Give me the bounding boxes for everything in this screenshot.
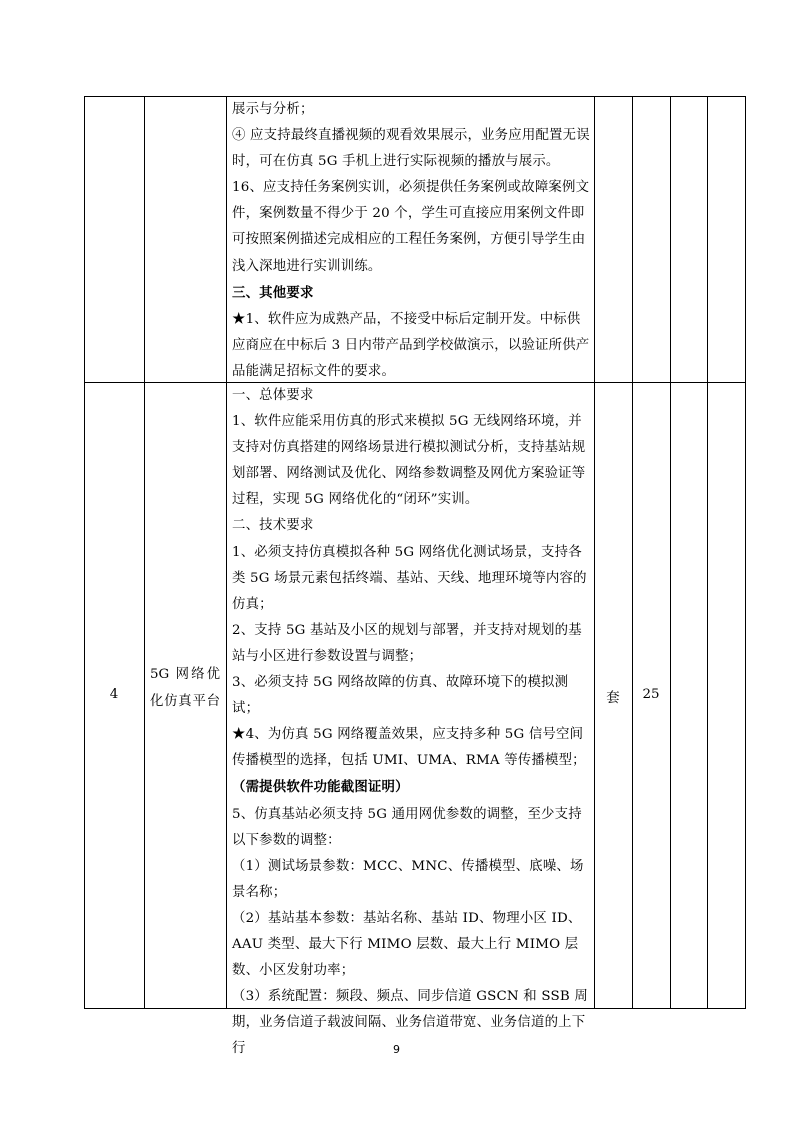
content-paragraph: [232, 802, 592, 854]
col-border-content: [594, 96, 595, 1009]
paragraph-text: （3）系统配置：频段、频点、同步信道 GSCN 和 SSB 周期，业务信道子载波间隔、业务信道带宽、业务信道的上下行: [232, 989, 588, 1057]
paragraph-text: 一、总体要求: [232, 388, 314, 403]
col-border-qty: [670, 96, 671, 1009]
content-paragraph: [232, 618, 592, 670]
paragraph-text: 三、其他要求: [232, 284, 314, 301]
content-paragraph: [232, 383, 592, 409]
content-paragraph: [232, 670, 592, 722]
item-seq: 4: [109, 687, 119, 702]
top-row-content: [232, 97, 592, 385]
content-paragraph: [232, 97, 592, 123]
paragraph-text: （1）测试场景参数：MCC、MNC、传播模型、底噪、场景名称；: [232, 858, 584, 900]
paragraph-text: ★1、软件应为成熟产品，不接受中标后定制开发。中标供应商应在中标后 3 日内带产品到学校做演示，以验证所供产品能满足招标文件的要求。: [232, 311, 590, 379]
paragraph-text: ★4、为仿真 5G 网络覆盖效果，应支持多种 5G 信号空间传播模型的选择，包括 UMI、UMA、RMA 等传播模型；: [232, 727, 586, 769]
content-paragraph: [232, 123, 592, 175]
paragraph-text: 1、必须支持仿真模拟各种 5G 网络优化测试场景，支持各类 5G 场景元素包括终端、基站、天线、地理环境等内容的仿真；: [232, 544, 587, 612]
content-paragraph: [232, 854, 592, 906]
col-border-right: [745, 96, 746, 1009]
page-number: 9: [393, 1043, 400, 1056]
paragraph-text: （2）基站基本参数：基站名称、基站 ID、物理小区 ID、AAU 类型、最大下行 MIMO 层数、最大上行 MIMO 层数、小区发射功率；: [232, 910, 582, 979]
col-border-left: [84, 96, 85, 1009]
paragraph-text: 3、必须支持 5G 网络故障的仿真、故障环境下的模拟测试；: [232, 675, 569, 717]
paragraph-text: 展示与分析；: [232, 102, 314, 117]
content-paragraph: [232, 280, 592, 307]
paragraph-text: 2、支持 5G 基站及小区的规划与部署，并支持对规划的基站与小区进行参数设置与调整；: [232, 622, 582, 664]
content-paragraph: [232, 175, 592, 279]
content-paragraph: [232, 307, 592, 385]
item-name: 5G 网络优化仿真平台: [150, 667, 220, 709]
item-qty: 25: [642, 687, 660, 702]
content-paragraph: [232, 409, 592, 513]
content-paragraph: [232, 722, 592, 801]
paragraph-text: 16、应支持任务案例实训，必须提供任务案例或故障案例文件，案例数量不得少于 20 个，学生可直接应用案例文件即可按照案例描述完成相应的工程任务案例，方便引导学生由浅入深地进行实训训练。: [232, 180, 590, 274]
content-paragraph: [232, 540, 592, 618]
col-border-unit: [632, 96, 633, 1009]
paragraph-emphasis: （需提供软件功能截图证明）: [232, 779, 409, 796]
item-unit: 套: [606, 691, 620, 706]
col-border-name: [226, 96, 227, 1009]
col-border-price: [707, 96, 708, 1009]
content-paragraph: [232, 906, 592, 984]
paragraph-text: 1、软件应能采用仿真的形式来模拟 5G 无线网络环境，并支持对仿真搭建的网络场景进行模拟测试分析，支持基站规划部署、网络测试及优化、网络参数调整及网优方案验证等过程，实现 5G 网络优化的“闭环”实训。: [232, 414, 586, 508]
paragraph-text: 二、技术要求: [232, 518, 314, 534]
content-paragraph: [232, 513, 592, 539]
item-row-content: [232, 383, 592, 1062]
col-border-seq: [144, 96, 145, 1009]
paragraph-text: ④ 应支持最终直播视频的观看效果展示，业务应用配置无误时，可在仿真 5G 手机上进行实际视频的播放与展示。: [232, 128, 590, 170]
paragraph-text: 5、仿真基站必须支持 5G 通用网优参数的调整，至少支持以下参数的调整：: [232, 806, 582, 848]
